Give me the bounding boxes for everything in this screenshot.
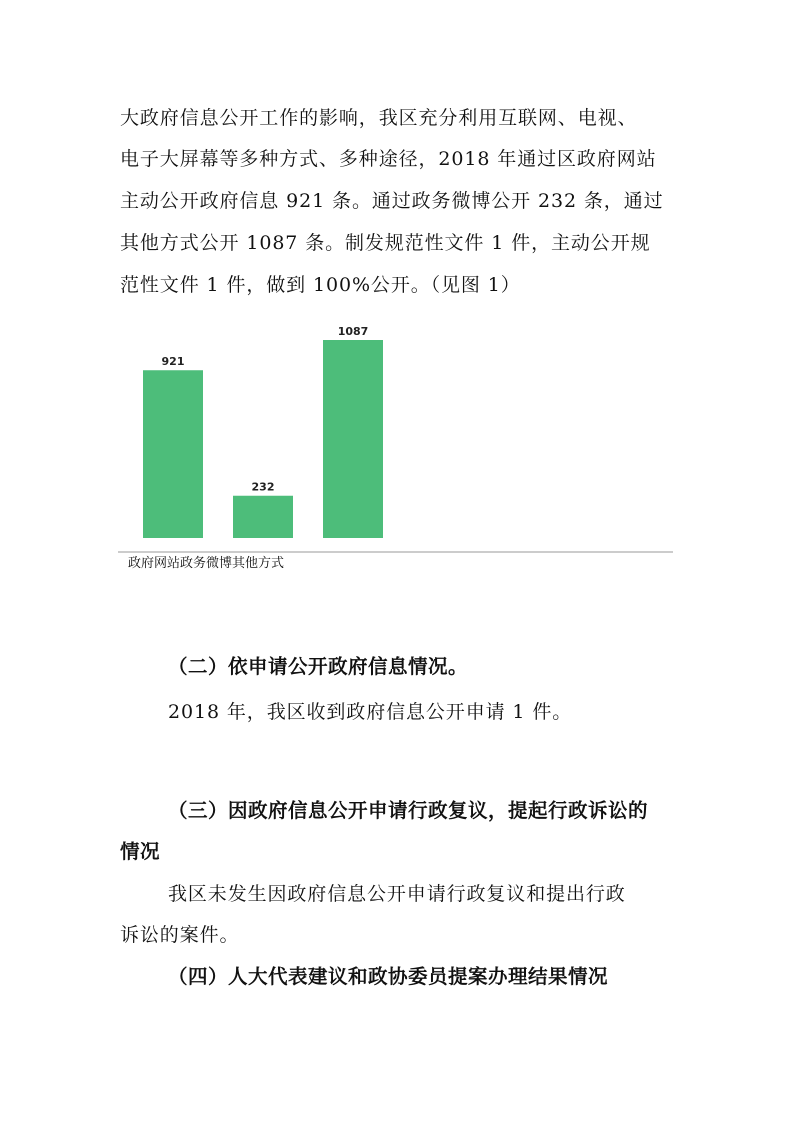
section-heading-4: （四）人大代表建议和政协委员提案办理结果情况 bbox=[168, 965, 609, 988]
section-text-3: 我区未发生因政府信息公开申请行政复议和提出行政 bbox=[168, 883, 626, 905]
paragraph-line: 范性文件 1 件，做到 100%公开。（见图 1） bbox=[120, 274, 521, 296]
section-text-2: 2018 年，我区收到政府信息公开申请 1 件。 bbox=[168, 701, 573, 723]
bar-group bbox=[143, 325, 383, 538]
section-text-3-cont: 诉讼的案件。 bbox=[120, 924, 240, 946]
category-label-1: 政府网站 bbox=[128, 556, 181, 571]
category-label-row bbox=[128, 555, 284, 571]
bar-3 bbox=[323, 340, 383, 538]
category-label-3: 其他方式 bbox=[232, 556, 285, 571]
section-heading-3: （三）因政府信息公开申请行政复议，提起行政诉讼的 bbox=[168, 799, 649, 822]
bar-chart bbox=[110, 320, 680, 580]
category-labels bbox=[128, 555, 284, 571]
section-heading-2: （二）依申请公开政府信息情况。 bbox=[168, 655, 469, 678]
paragraph-line: 大政府信息公开工作的影响，我区充分利用互联网、电视、 bbox=[120, 107, 638, 129]
data-label-2: 232 bbox=[251, 480, 275, 494]
paragraph-line: 其他方式公开 1087 条。制发规范性文件 1 件，主动公开规 bbox=[120, 232, 651, 254]
section-heading-3-cont: 情况 bbox=[120, 840, 161, 863]
data-label-3: 1087 bbox=[337, 325, 369, 338]
bar-2 bbox=[233, 496, 293, 538]
category-label-2: 政务微博 bbox=[180, 556, 233, 571]
paragraph-line: 电子大屏幕等多种方式、多种途径，2018 年通过区政府网站 bbox=[120, 148, 657, 170]
data-label-1: 921 bbox=[161, 355, 185, 369]
bar-1 bbox=[143, 370, 203, 538]
paragraph-line: 主动公开政府信息 921 条。通过政务微博公开 232 条，通过 bbox=[120, 190, 664, 212]
